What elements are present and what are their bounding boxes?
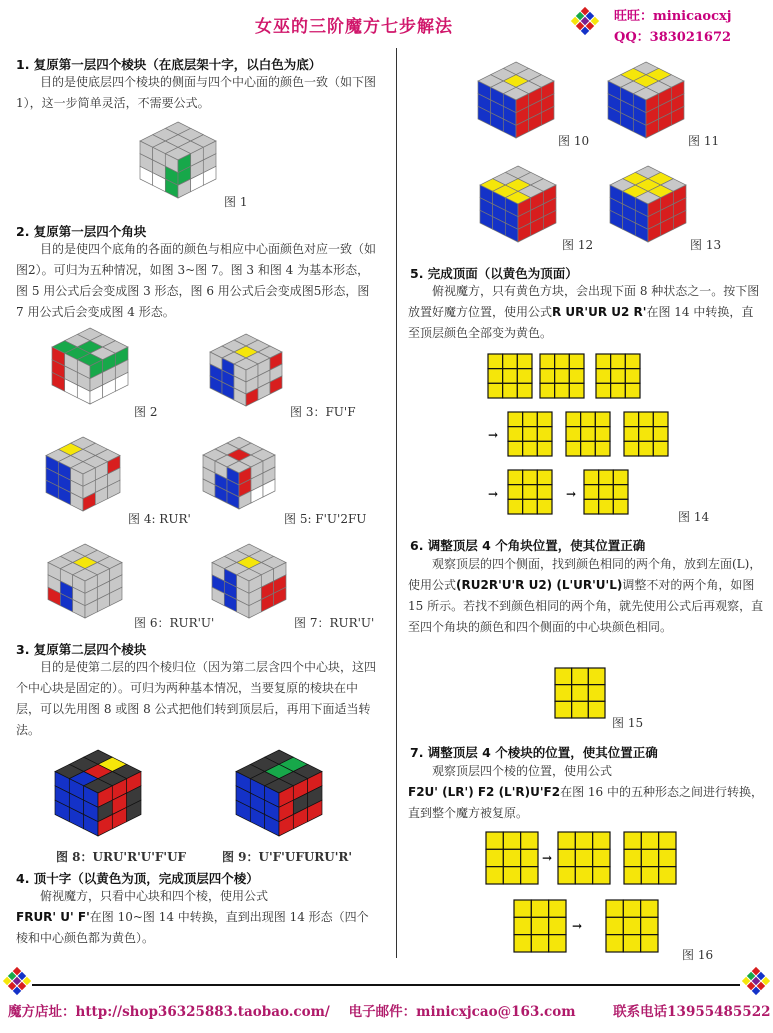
step5-heading: 5. 完成顶面（以黄色为顶面） (410, 266, 578, 281)
shop-label: 魔方店址： (8, 1004, 76, 1020)
figure-13-cube (610, 166, 690, 246)
mail-label: 电子邮件： (348, 1004, 417, 1020)
fig13-caption: 图 13 (690, 238, 722, 252)
fig9-caption: 图 9：U'F'UFURU'R' (222, 850, 353, 864)
fig12-caption: 图 12 (562, 238, 594, 252)
fig4-caption: 图 4: RUR' (128, 512, 191, 526)
step1-text: 目的是使底层四个棱块的侧面与四个中心面的颜色一致（如下图1），这一步简单灵活，不需要公式。 (16, 75, 377, 110)
figure-10-cube (478, 62, 558, 142)
svg-text:→: → (572, 919, 583, 933)
contact-info (614, 6, 731, 48)
figure-7-cube (212, 544, 290, 622)
step7-text (408, 761, 764, 824)
step7-text-a: 观察顶层四个棱的位置，使用公式 (432, 764, 613, 778)
figure-14-diagram (484, 352, 684, 522)
footer-contact (8, 1000, 770, 1020)
step5-formula: R UR'UR U2 R' (552, 305, 647, 319)
step6-text-a: 观察顶层的四个侧面，找到颜色相同的两个角，放到左面(L)，使用公式 (408, 557, 762, 592)
figure-12-cube (480, 166, 560, 246)
step6-text-b: 调整不对的两个角，如图 15 所示。若找不到颜色相同的两个角，就先使用公式后再观察，直至四个角块的颜色和四个侧面的中心块颜色相同。 (408, 578, 764, 634)
figure-11-cube (608, 62, 688, 142)
column-divider (396, 48, 397, 958)
figure-16-diagram (484, 830, 684, 960)
fig8-caption: 图 8：URU'R'U'F'UF (56, 850, 187, 864)
step4-text-a: 俯视魔方，只看中心块和四个棱，使用公式 (40, 889, 269, 903)
svg-text:→: → (542, 851, 553, 865)
fig16-caption: 图 16 (682, 948, 714, 962)
fig3-caption: 图 3：FU'F (290, 405, 356, 419)
figure-3-cube (210, 334, 286, 410)
fig7-caption: 图 7：RUR'U' (294, 616, 375, 630)
step5-text-a: 俯视魔方，只有黄色方块，会出现下面 8 种状态之一。按下图放置好魔方位置，使用公式 (408, 284, 760, 319)
mail-link[interactable]: minicxjcao@163.com (416, 1004, 576, 1020)
figure-8-cube (55, 750, 145, 840)
figure-1-cube (140, 122, 220, 202)
step2-text: 目的是使四个底角的各面的颜色与相应中心面颜色对应一致（如图2）。可归为五种情况，如图 3~图 7。图 3 和图 4 为基本形态，图 5 用公式后会变成图 3 形态，图 6 用公式后会变成图5形态，图 7 用公式后会变成图 4 形态。 (16, 242, 377, 319)
step4-formula: FRUR' U' F' (16, 910, 90, 924)
svg-text:→: → (488, 428, 499, 442)
fig2-caption: 图 2 (134, 405, 158, 419)
phone-number: 联系电话13955485522 (613, 1004, 771, 1020)
fig1-caption: 图 1 (224, 195, 248, 209)
cube-logo-icon (570, 6, 600, 36)
step1-heading: 1. 复原第一层四个棱块（在底层架十字，以白色为底） (16, 57, 322, 72)
fig10-caption: 图 10 (558, 134, 590, 148)
step6-formula: (RU2R'U'R U2) (L'UR'U'L) (456, 578, 623, 592)
fig6-caption: 图 6：RUR'U' (134, 616, 215, 630)
fig14-caption: 图 14 (678, 510, 710, 524)
fig15-caption: 图 15 (612, 716, 644, 730)
footer-logo-right-icon (741, 966, 771, 996)
shop-link[interactable]: http://shop36325883.taobao.com/ (75, 1004, 330, 1020)
step7-heading: 7. 调整顶层 4 个棱块的位置，使其位置正确 (410, 745, 658, 760)
footer-logo-left-icon (2, 966, 32, 996)
step7-text-b: 在图 16 中的五种形态之间进行转换，直到整个魔方被复原。 (408, 785, 763, 820)
step4-text-b: 在图 10~图 14 中转换，直到出现图 14 形态（四个棱和中心颜色都为黄色）。 (16, 910, 369, 945)
figure-4-cube (46, 437, 124, 515)
step6-heading: 6. 调整顶层 4 个角块位置，使其位置正确 (410, 538, 646, 553)
step7-formula: F2U' (LR') F2 (L'R)U'F2 (408, 785, 561, 799)
svg-text:→: → (566, 487, 577, 501)
page-title: 女巫的三阶魔方七步解法 (255, 17, 453, 37)
figure-9-cube (236, 750, 326, 840)
footer-rule (32, 984, 740, 986)
step2-heading: 2. 复原第一层四个角块 (16, 224, 147, 239)
step4-heading: 4. 顶十字（以黄色为顶，完成顶层四个棱） (16, 871, 259, 886)
figure-15-diagram (553, 666, 609, 722)
fig11-caption: 图 11 (688, 134, 720, 148)
step5-text-b: 在图 14 中转换，直至顶层颜色全部变为黄色。 (408, 305, 754, 340)
figure-2-cube (52, 328, 132, 408)
svg-text:→: → (488, 487, 499, 501)
figure-6-cube (48, 544, 126, 622)
step5-text (408, 281, 764, 344)
qq-number: QQ：383021672 (614, 30, 732, 45)
step4-text (16, 886, 378, 949)
step6-text (408, 554, 764, 638)
fig5-caption: 图 5: F'U'2FU (284, 512, 367, 526)
step3-text: 目的是使第二层的四个棱归位（因为第二层含四个中心块，这四个中心块是固定的）。可归为两种基本情况，当要复原的棱块在中层，可以先用图 8 或图 8 公式把他们转到顶层后，再用下面适当转法。 (16, 660, 377, 737)
step3-heading: 3. 复原第二层四个棱块 (16, 642, 147, 657)
figure-5-cube (203, 437, 279, 515)
wangwang-id: 旺旺：minicaocxj (614, 9, 732, 24)
